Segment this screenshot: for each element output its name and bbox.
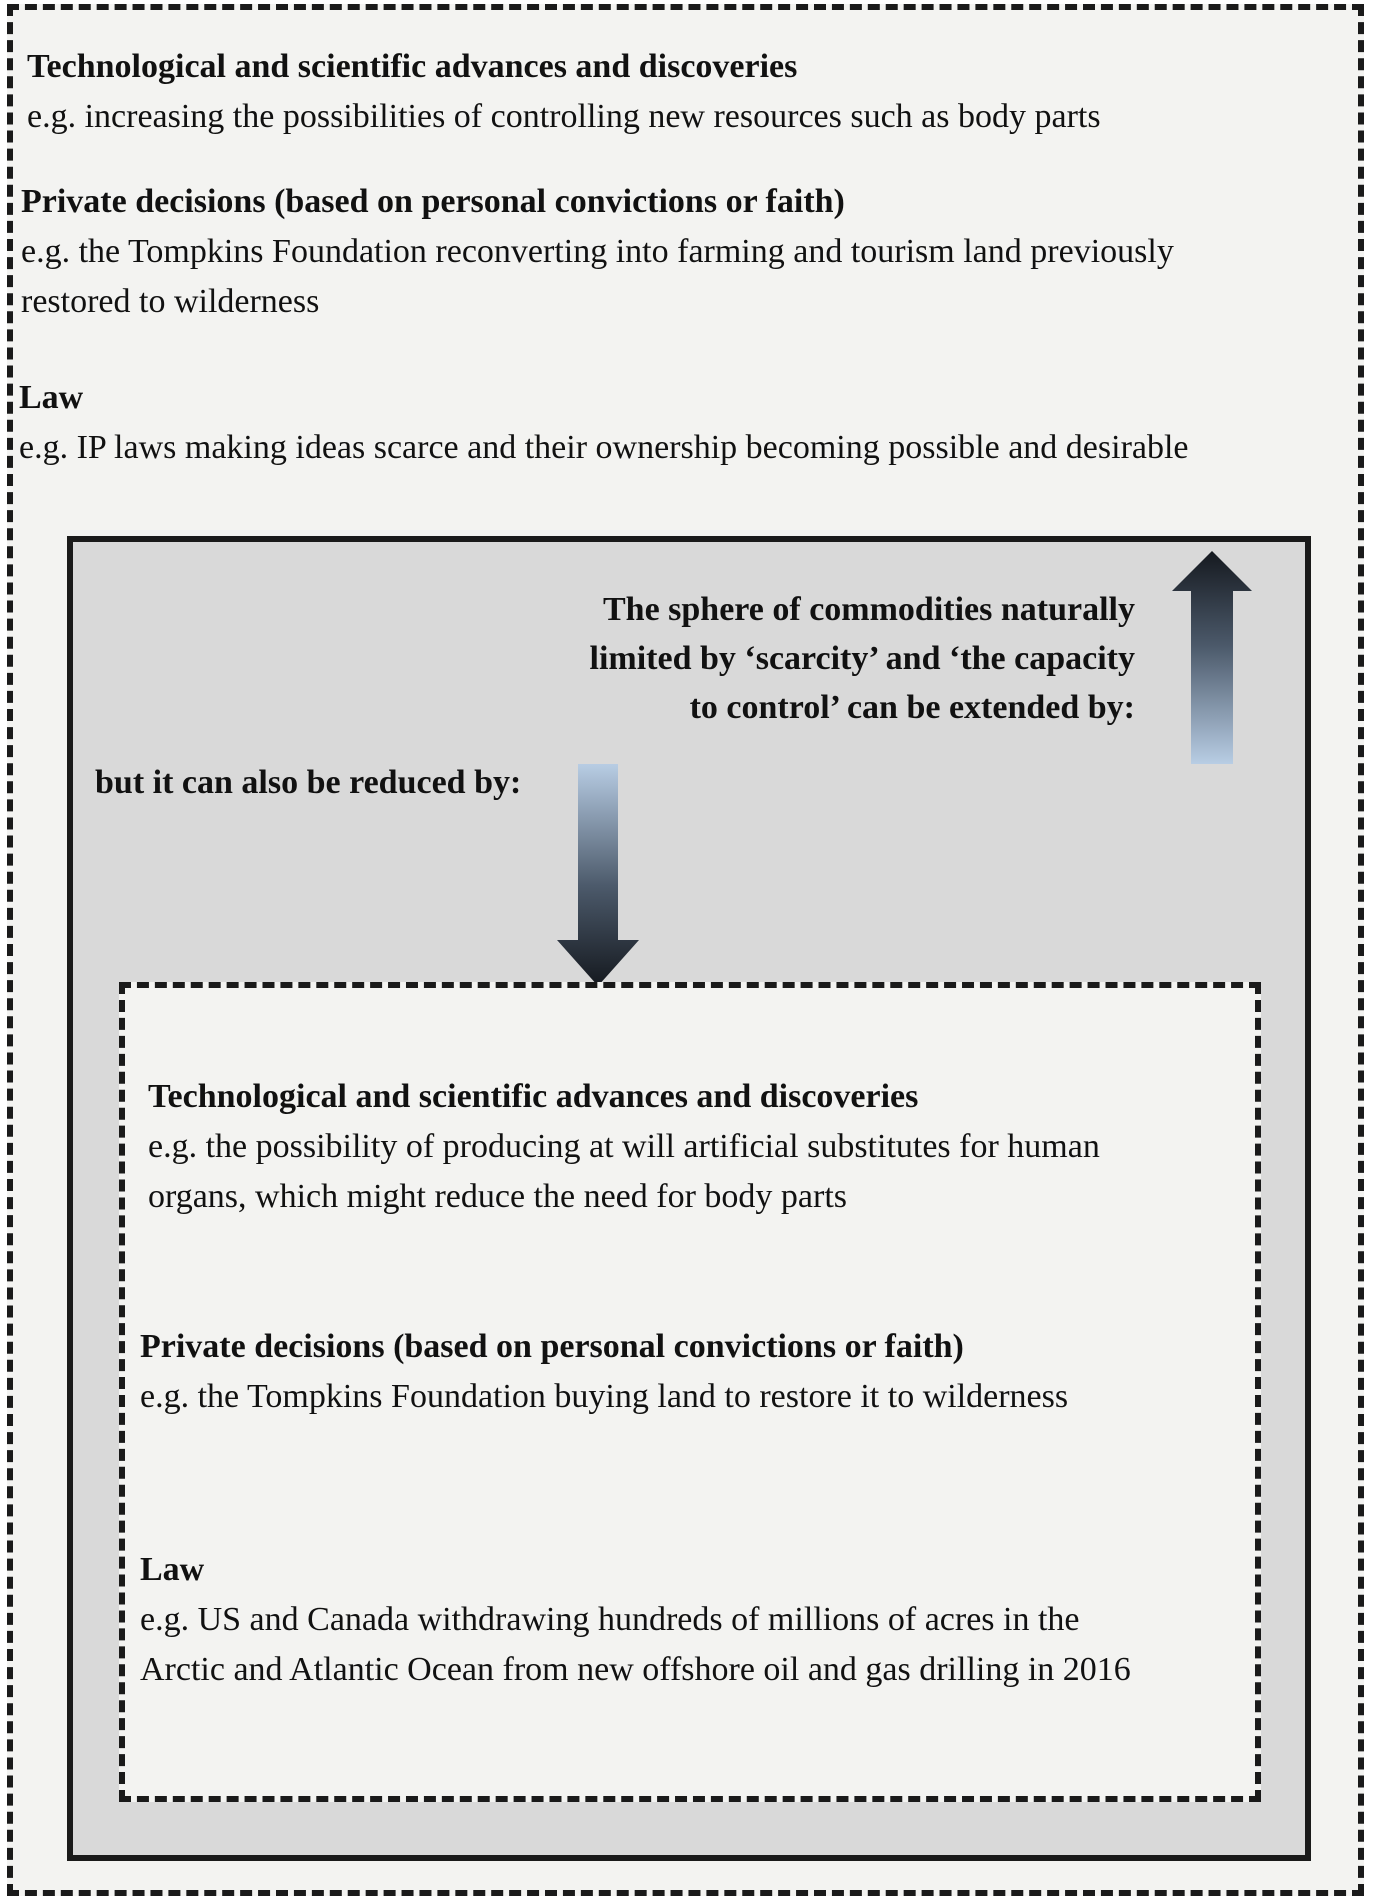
- outer-law-example: e.g. IP laws making ideas scarce and their ownership becoming possible and desirable: [19, 429, 1189, 466]
- outer-law-heading: Law: [19, 379, 84, 416]
- outer-private-heading: Private decisions (based on personal convictions or faith): [21, 183, 845, 220]
- outer-technology-example: e.g. increasing the possibilities of controlling new resources such as body parts: [27, 98, 1101, 135]
- outer-private-example-line2: restored to wilderness: [21, 283, 320, 320]
- extend-caption-line1: The sphere of commodities naturally: [602, 591, 1135, 628]
- inner-law-heading: Law: [140, 1551, 205, 1588]
- inner-private-example: e.g. the Tompkins Foundation buying land to restore it to wilderness: [140, 1378, 1069, 1415]
- reduce-caption: but it can also be reduced by:: [95, 764, 522, 801]
- outer-technology-heading: Technological and scientific advances and discoveries: [27, 48, 798, 85]
- reduce-down-arrow-icon: [557, 764, 639, 986]
- extend-caption-line3: to control’ can be extended by:: [689, 689, 1135, 726]
- outer-block-law: [19, 373, 1189, 473]
- inner-block-private-decisions: [140, 1322, 1068, 1422]
- outer-block-technology: [27, 42, 1101, 142]
- extend-up-arrow-icon: [1172, 551, 1252, 764]
- extend-caption-line2: limited by ‘scarcity’ and ‘the capacity: [589, 640, 1135, 677]
- inner-private-heading: Private decisions (based on personal convictions or faith): [140, 1328, 964, 1365]
- inner-block-law: [140, 1545, 1131, 1695]
- inner-technology-heading: Technological and scientific advances and discoveries: [148, 1078, 919, 1115]
- inner-law-example-line1: e.g. US and Canada withdrawing hundreds of millions of acres in the: [140, 1601, 1080, 1638]
- inner-technology-example-line1: e.g. the possibility of producing at will artificial substitutes for human: [148, 1128, 1100, 1165]
- outer-private-example-line1: e.g. the Tompkins Foundation reconverting into farming and tourism land previously: [21, 233, 1174, 270]
- inner-technology-example-line2: organs, which might reduce the need for body parts: [148, 1178, 848, 1215]
- inner-block-technology: [148, 1072, 1100, 1222]
- inner-law-example-line2: Arctic and Atlantic Ocean from new offshore oil and gas drilling in 2016: [140, 1651, 1131, 1688]
- extend-caption: [375, 585, 1135, 732]
- outer-block-private-decisions: [21, 177, 1174, 327]
